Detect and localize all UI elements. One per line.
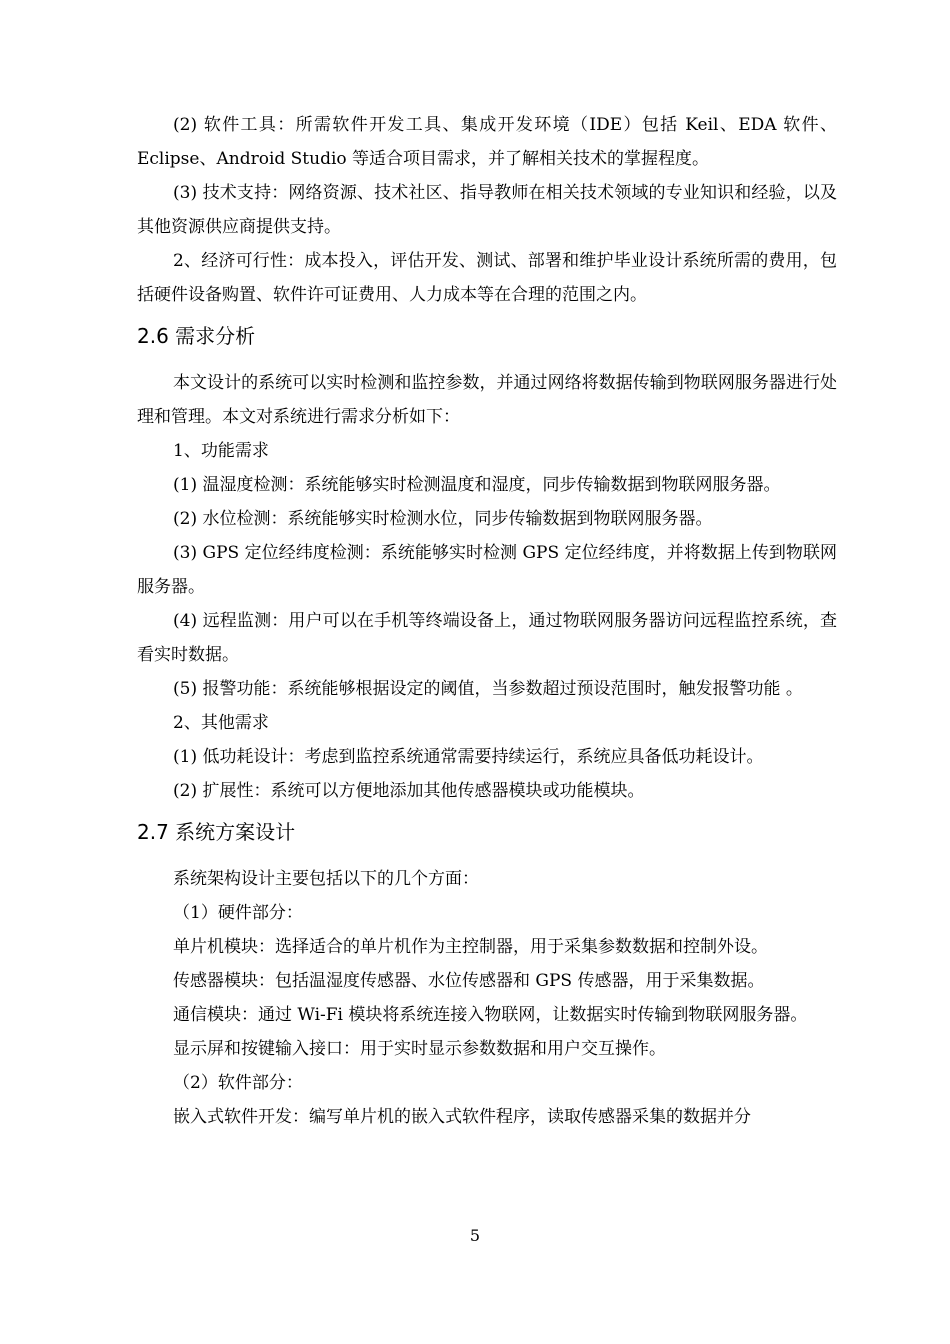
paragraph-embedded-software: 嵌入式软件开发：编写单片机的嵌入式软件程序，读取传感器采集的数据并分: [173, 1107, 751, 1127]
paragraph-remote-monitoring: (4) 远程监测：用户可以在手机等终端设备上，通过物联网服务器访问远程监控系统，查看实时数据。: [137, 611, 837, 665]
paragraph-economic-feasibility: 2、经济可行性：成本投入，评估开发、测试、部署和维护毕业设计系统所需的费用，包括硬件设备购置、软件许可证费用、人力成本等在合理的范围之内。: [137, 251, 837, 305]
paragraph-sensor-module: 传感器模块：包括温湿度传感器、水位传感器和 GPS 传感器，用于采集数据。: [173, 971, 765, 991]
paragraph-software-tools: (2) 软件工具：所需软件开发工具、集成开发环境（IDE）包括 Keil、EDA 软件、Eclipse、Android Studio 等适合项目需求，并了解相关技术的掌握程度。: [137, 115, 837, 169]
paragraph-functional-requirements: 1、功能需求: [173, 441, 269, 461]
paragraph-communication-module: 通信模块：通过 Wi-Fi 模块将系统连接入物联网，让数据实时传输到物联网服务器。: [173, 1005, 808, 1025]
paragraph-software: （2）软件部分：: [173, 1073, 303, 1093]
paragraph-hardware: （1）硬件部分：: [173, 903, 303, 923]
paragraph-architecture-intro: 系统架构设计主要包括以下的几个方面：: [173, 869, 479, 889]
section-heading-system-design: 2.7 系统方案设计: [137, 820, 296, 844]
paragraph-mcu-module: 单片机模块：选择适合的单片机作为主控制器，用于采集参数数据和控制外设。: [173, 937, 768, 957]
paragraph-water-level: (2) 水位检测：系统能够实时检测水位，同步传输数据到物联网服务器。: [173, 509, 713, 529]
paragraph-gps: (3) GPS 定位经纬度检测：系统能够实时检测 GPS 定位经纬度，并将数据上传到物联网服务器。: [137, 543, 837, 597]
page-content: [137, 108, 837, 1134]
section-heading-requirements: 2.6 需求分析: [137, 324, 256, 348]
paragraph-temp-humidity: (1) 温湿度检测：系统能够实时检测温度和湿度，同步传输数据到物联网服务器。: [173, 475, 781, 495]
paragraph-technical-support: (3) 技术支持：网络资源、技术社区、指导教师在相关技术领域的专业知识和经验，以及其他资源供应商提供支持。: [137, 183, 837, 237]
paragraph-display-input: 显示屏和按键输入接口：用于实时显示参数数据和用户交互操作。: [173, 1039, 666, 1059]
page-number: 5: [469, 1226, 481, 1245]
paragraph-other-requirements: 2、其他需求: [173, 713, 269, 733]
paragraph-requirements-intro: 本文设计的系统可以实时检测和监控参数，并通过网络将数据传输到物联网服务器进行处理和管理。本文对系统进行需求分析如下：: [137, 373, 837, 427]
paragraph-low-power: (1) 低功耗设计：考虑到监控系统通常需要持续运行，系统应具备低功耗设计。: [173, 747, 764, 767]
paragraph-extensibility: (2) 扩展性：系统可以方便地添加其他传感器模块或功能模块。: [173, 781, 645, 801]
paragraph-alarm: (5) 报警功能：系统能够根据设定的阈值，当参数超过预设范围时，触发报警功能 。: [173, 679, 803, 699]
